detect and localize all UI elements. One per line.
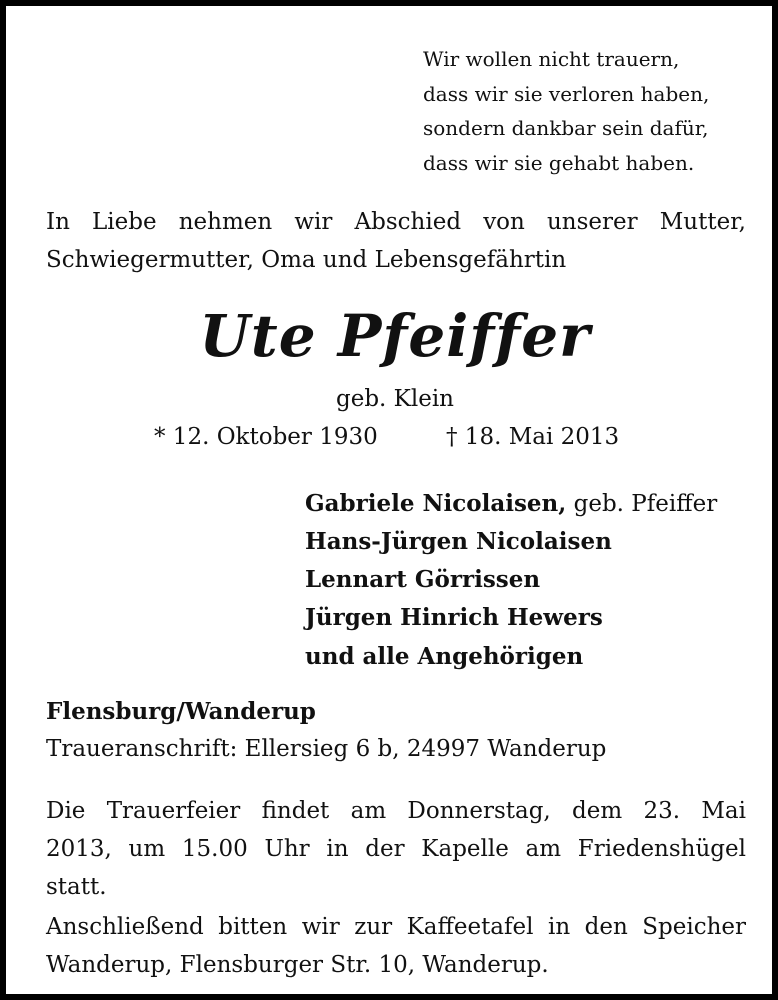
birth-name: geb. Klein <box>336 386 454 412</box>
ceremony-line: 2013, um 15.00 Uhr in der Kapelle am Friedenshügel <box>46 836 746 862</box>
reception-line: Anschließend bitten wir zur Kaffeetafel in den Speicher <box>46 914 746 940</box>
mourner-name: und alle Angehörigen <box>305 643 584 670</box>
mourner-name: Jürgen Hinrich Hewers <box>305 604 603 631</box>
poem <box>423 42 763 180</box>
mourner-name: Hans-Jürgen Nicolaisen <box>305 528 612 555</box>
birth-date: * 12. Oktober 1930 <box>154 424 378 450</box>
mourner-name: Lennart Görrissen <box>305 566 541 593</box>
intro-line: Schwiegermutter, Oma und Lebensgefährtin <box>46 247 567 273</box>
ceremony-line: statt. <box>46 874 107 900</box>
poem-line: sondern dankbar sein dafür, <box>423 116 709 140</box>
place: Flensburg/Wanderup <box>46 698 316 725</box>
poem-line: dass wir sie verloren haben, <box>423 81 710 106</box>
intro-line: In Liebe nehmen wir Abschied von unserer Mutter, <box>46 209 746 235</box>
death-date: † 18. Mai 2013 <box>446 424 620 450</box>
mourner-name: Gabriele Nicolaisen, <box>305 490 567 517</box>
mourner-entry <box>305 490 717 517</box>
mourning-address: Traueranschrift: Ellersieg 6 b, 24997 Wanderup <box>46 736 607 762</box>
reception-line: Wanderup, Flensburger Str. 10, Wanderup. <box>46 952 549 978</box>
poem-line: Wir wollen nicht trauern, <box>423 47 680 71</box>
poem-line: dass wir sie gehabt haben. <box>423 150 695 175</box>
mourner-note: geb. Pfeiffer <box>566 491 718 517</box>
ceremony-line: Die Trauerfeier findet am Donnerstag, dem 23. Mai <box>46 798 746 824</box>
deceased-name: Ute Pfeiffer <box>199 302 591 370</box>
